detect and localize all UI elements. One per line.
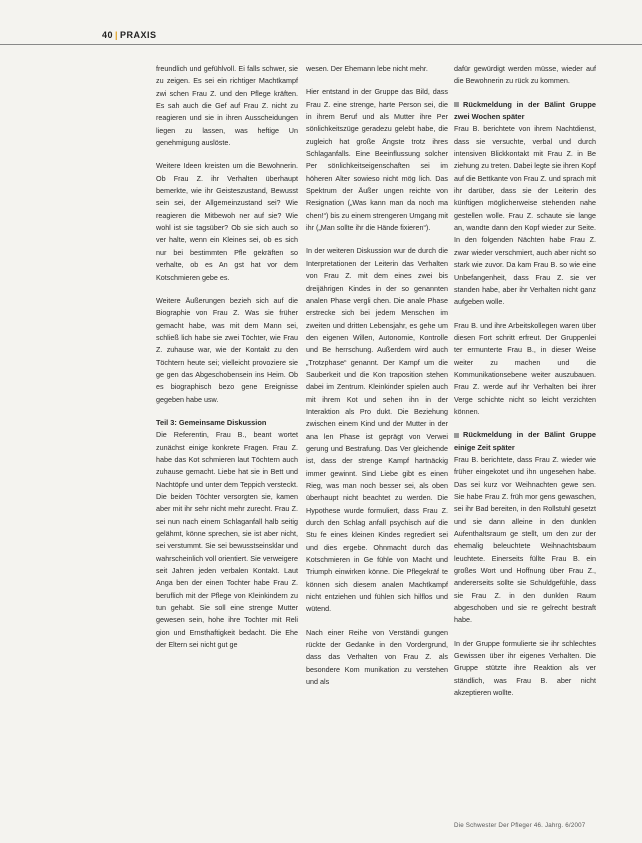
paragraph xyxy=(156,160,298,283)
paragraph xyxy=(156,63,298,149)
page-number: 40 xyxy=(102,30,114,40)
paragraph-text: wesen. Der Ehemann lebe nicht mehr. xyxy=(306,64,428,73)
paragraph-text: Frau B. und ihre Arbeitskollegen waren über diesen Fort schritt erfreut. Der Gruppenlei ter ermunterte Frau B., in dieser Weise weiter zu machen und die Kommunikationsebene weiter auszubauen. Frau Z. werde auf ihr Verhalten bei ihrer Verge schichte nicht so leicht verzichten können. xyxy=(454,320,596,416)
paragraph-text: In der Gruppe formulierte sie ihr schlechtes Gewissen über ihr eigenes Verhalten. Die Gruppe stützte ihre Reaktion als ver ständlich, was Frau B. aber nicht akzeptieren wollte. xyxy=(454,638,596,698)
paragraph xyxy=(454,63,596,88)
section-heading xyxy=(454,429,596,454)
paragraph xyxy=(306,63,448,75)
heading-text: Teil 3: Gemeinsame Diskussion xyxy=(156,417,267,427)
paragraph-text: Hier entstand in der Gruppe das Bild, dass Frau Z. eine strenge, harte Person sei, die in ihrem Beruf und als Mutter ihre Per sönlichkeitszüge geradezu gelebt habe, die zugleich hat große Ängste trotz ihres Schlaganfalls. Eine Beeinflussung solcher Per sönlichkeitseigenschaften sei im höheren Alter sowieso nicht mög lich. Das Spektrum der Äußer ungen reichte von Resignation („Was kann man da noch ma chen!“) bis zu einem strengeren Umgang mit ihr („Man sollte ihr die Hände fixieren“). xyxy=(306,87,448,233)
heading-marker-icon xyxy=(454,433,459,438)
paragraph xyxy=(306,627,448,689)
section-title: PRAXIS xyxy=(120,30,157,40)
heading-text: Rückmeldung in der Bälint Gruppe einige Zeit später xyxy=(454,430,596,452)
paragraph xyxy=(156,429,298,651)
paragraph-text: Frau B. berichtete von ihrem Nachtdienst, dass sie versuchte, verbal und durch intensiven Blickkontakt mit Frau Z. in Be ziehung zu treten. Dabei legte sie ihren Kopf auf die Bettkante von Frau Z. und sprach mit ihr darüber, dass sie der Leiterin des künftigen möglicherweise stehenden nahe gestellen wolle. Frau Z. schaute sie lange an, wandte dann den Kopf wieder zur Seite. In den folgenden Nächten habe Frau Z. zwar wieder verschmiert, auch aber nicht so stark wie zuvor. Da kam Frau B. so wie eine Unbefangenheit, dass Frau Z. sie ver standen habe, aber ihr Verhalten nicht ganz aufgeben wolle. xyxy=(454,124,596,307)
heading-text: Rückmeldung in der Bälint Gruppe zwei Wochen später xyxy=(454,99,596,122)
paragraph xyxy=(156,295,298,406)
header-rule xyxy=(0,44,642,45)
paragraph-text: Nach einer Reihe von Verständi gungen rückte der Gedanke in den Vordergrund, dass das Verhalten von Frau Z. als besondere Kom munikation zu verstehen und als xyxy=(306,627,448,687)
paragraph-text: Die Referentin, Frau B., beant wortet zunächst einige konkrete Fragen. Frau Z. habe das Kot schmieren laut Töchtern auch zuhause gemacht. Liebe hat sie in Bett und Nachtöpfe und unter dem Teppich versteckt. Die beiden Töchter versorgten sie, kamen aber mit ihr sehr nicht mehr zurecht. Frau Z. sei nun nach einem Schlaganfall halb seitig gelähmt, könne sprechen, sie ist aber nicht, sei verstummt. Sie sei bewusstseinsklar und wahrscheinlich voll orientiert. Sie verweigere seit Jahren jeden verbalen Kontakt. Laut Anga ben der einen Tochter habe Frau Z. beruflich mit der Pflege von Kleinkindern zu tun gehabt. Sie soll eine strenge Mutter gewesen sein, hohe ihre Tochter mit Reli gion und Ernsthaftigkeit bedacht. Die Ehe der Eltern sei nicht gut ge xyxy=(156,430,298,650)
paragraph xyxy=(454,320,596,419)
section-heading xyxy=(156,417,298,429)
paragraph-text: dafür gewürdigt werden müsse, wieder auf die Bewohnerin zu rück zu kommen. xyxy=(454,64,596,86)
paragraph-text: Weitere Äußerungen bezieh sich auf die Biographie von Frau Z. Was sie früher gemacht habe, was mit dem Mann sei, schließ lich habe sie zwei Töchter, wie Frau Z. zuhause war, wie der Kontakt zu den Töchtern heute sei; vielleicht provoziere sie ge gen das Abgeschobensein ins Heim. Ob es biographisch bezo gene Ereignisse gegeben habe usw. xyxy=(156,295,298,404)
paragraph xyxy=(454,638,596,700)
paragraph xyxy=(306,86,448,234)
paragraph xyxy=(454,123,596,308)
paragraph-text: Weitere Ideen kreisten um die Bewohnerin. Ob Frau Z. ihr Verhalten überhaupt bemerkte, wie ihr Geisteszustand, Bewusst sein sei, der Allgemeinzustand sei? Wie reagieren die Mitbewoh ner auf sie? Wie wohl ist sie tagsüber? Ob sie sich auch so ver halte, wenn ein Kleines sei, ob es sich nur bei bestimmten Pfle gekräften so verhalte, ob es An gst hat vor dem Kotschmieren gebe es. xyxy=(156,161,298,282)
text-column-2 xyxy=(306,63,448,689)
text-column-3 xyxy=(454,63,596,700)
paragraph xyxy=(454,454,596,627)
header-separator: | xyxy=(115,30,119,40)
text-column-1 xyxy=(156,63,298,651)
section-heading xyxy=(454,99,596,124)
paragraph xyxy=(306,245,448,615)
paragraph-text: Frau B. berichtete, dass Frau Z. wieder wie früher eingekotet und ihn ungesehen habe. Das sei kurz vor Weihnachten gewe sen. Sie habe Frau Z. früh mor gens gewaschen, sei ihr Bad bereiten, in den Rollstuhl gesetzt und sie dann alleine in den dunklen Aufenthaltsraum ge stellt, um den zur der ehemalig beleuchtete Weihnachtsbaum leuchtete. Einerseits füllte Frau B. ein großes Wort und Hoffnung über Frau Z., andererseits sollte sie Schuldgefühle, dass sie Frau Z. in den dunklen Raum abgeschoben und sie re gelrecht bestraft habe. xyxy=(454,454,596,625)
footer-citation: Die Schwester Der Pfleger 46. Jahrg. 6/2007 xyxy=(454,822,586,829)
paragraph-text: In der weiteren Diskussion wur de durch die Interpretationen der Leiterin das Verhalten von Frau Z. mit dem eines zwei bis dreijährigen Kindes in der so genannten analen Phase vergli chen. Die anale Phase erstrecke sich bei jedem Menschen im zweiten und dritten Lebensjahr, es gehe um den eigenen Willen, Autonomie, Kontrolle und Be herrschung. Außerdem wird auch „Trotzphase“ genannt. Der Kampf um die Sauberkeit und die Kon traposition stehen dabei im Zentrum. Kleinkinder spielen auch mit ihrem Kot und sehen ihn in der Interaktion als Pro dukt. Die Beziehung zwischen einem Kind und der Mutter in der ana len Phase ist geprägt von Verwei gerung und Bestrafung. Das Ver gleichende ist, dass der strenge Kampf hartnäckig immer gewinnt. Sind Liebe gibt es einen Rieg, was man noch besser sei, als oben überhaupt nicht beachtet zu werden. Die Hypothese wurde formuliert, dass Frau Z. durch den Schlag anfall psychisch auf die Stu fe eines kleinen Kindes regrediert sei und dies ergebe. Ohnmacht durch das Kotschmieren in Ge fühle von Macht und Triumph einwirken könne. Die Pflegekräf te können sich diesem analen Machtkampf nicht entziehen und fühlen sich hilflos und wütend. xyxy=(306,246,448,614)
running-header xyxy=(102,30,157,40)
paragraph-text: freundlich und gefühlvoll. Ei falls schwer, sie zu zeigen. Es sei ein richtiger Machtkampf zwi schen Frau Z. und den Pflege kräften. Es sah auch die Gef auf Frau Z. nicht zu reagieren und sie in ihren Ausscheidungen liegen zu lassen, was heftige Un genehmigung auslöste. xyxy=(156,64,298,148)
heading-marker-icon xyxy=(454,102,459,107)
